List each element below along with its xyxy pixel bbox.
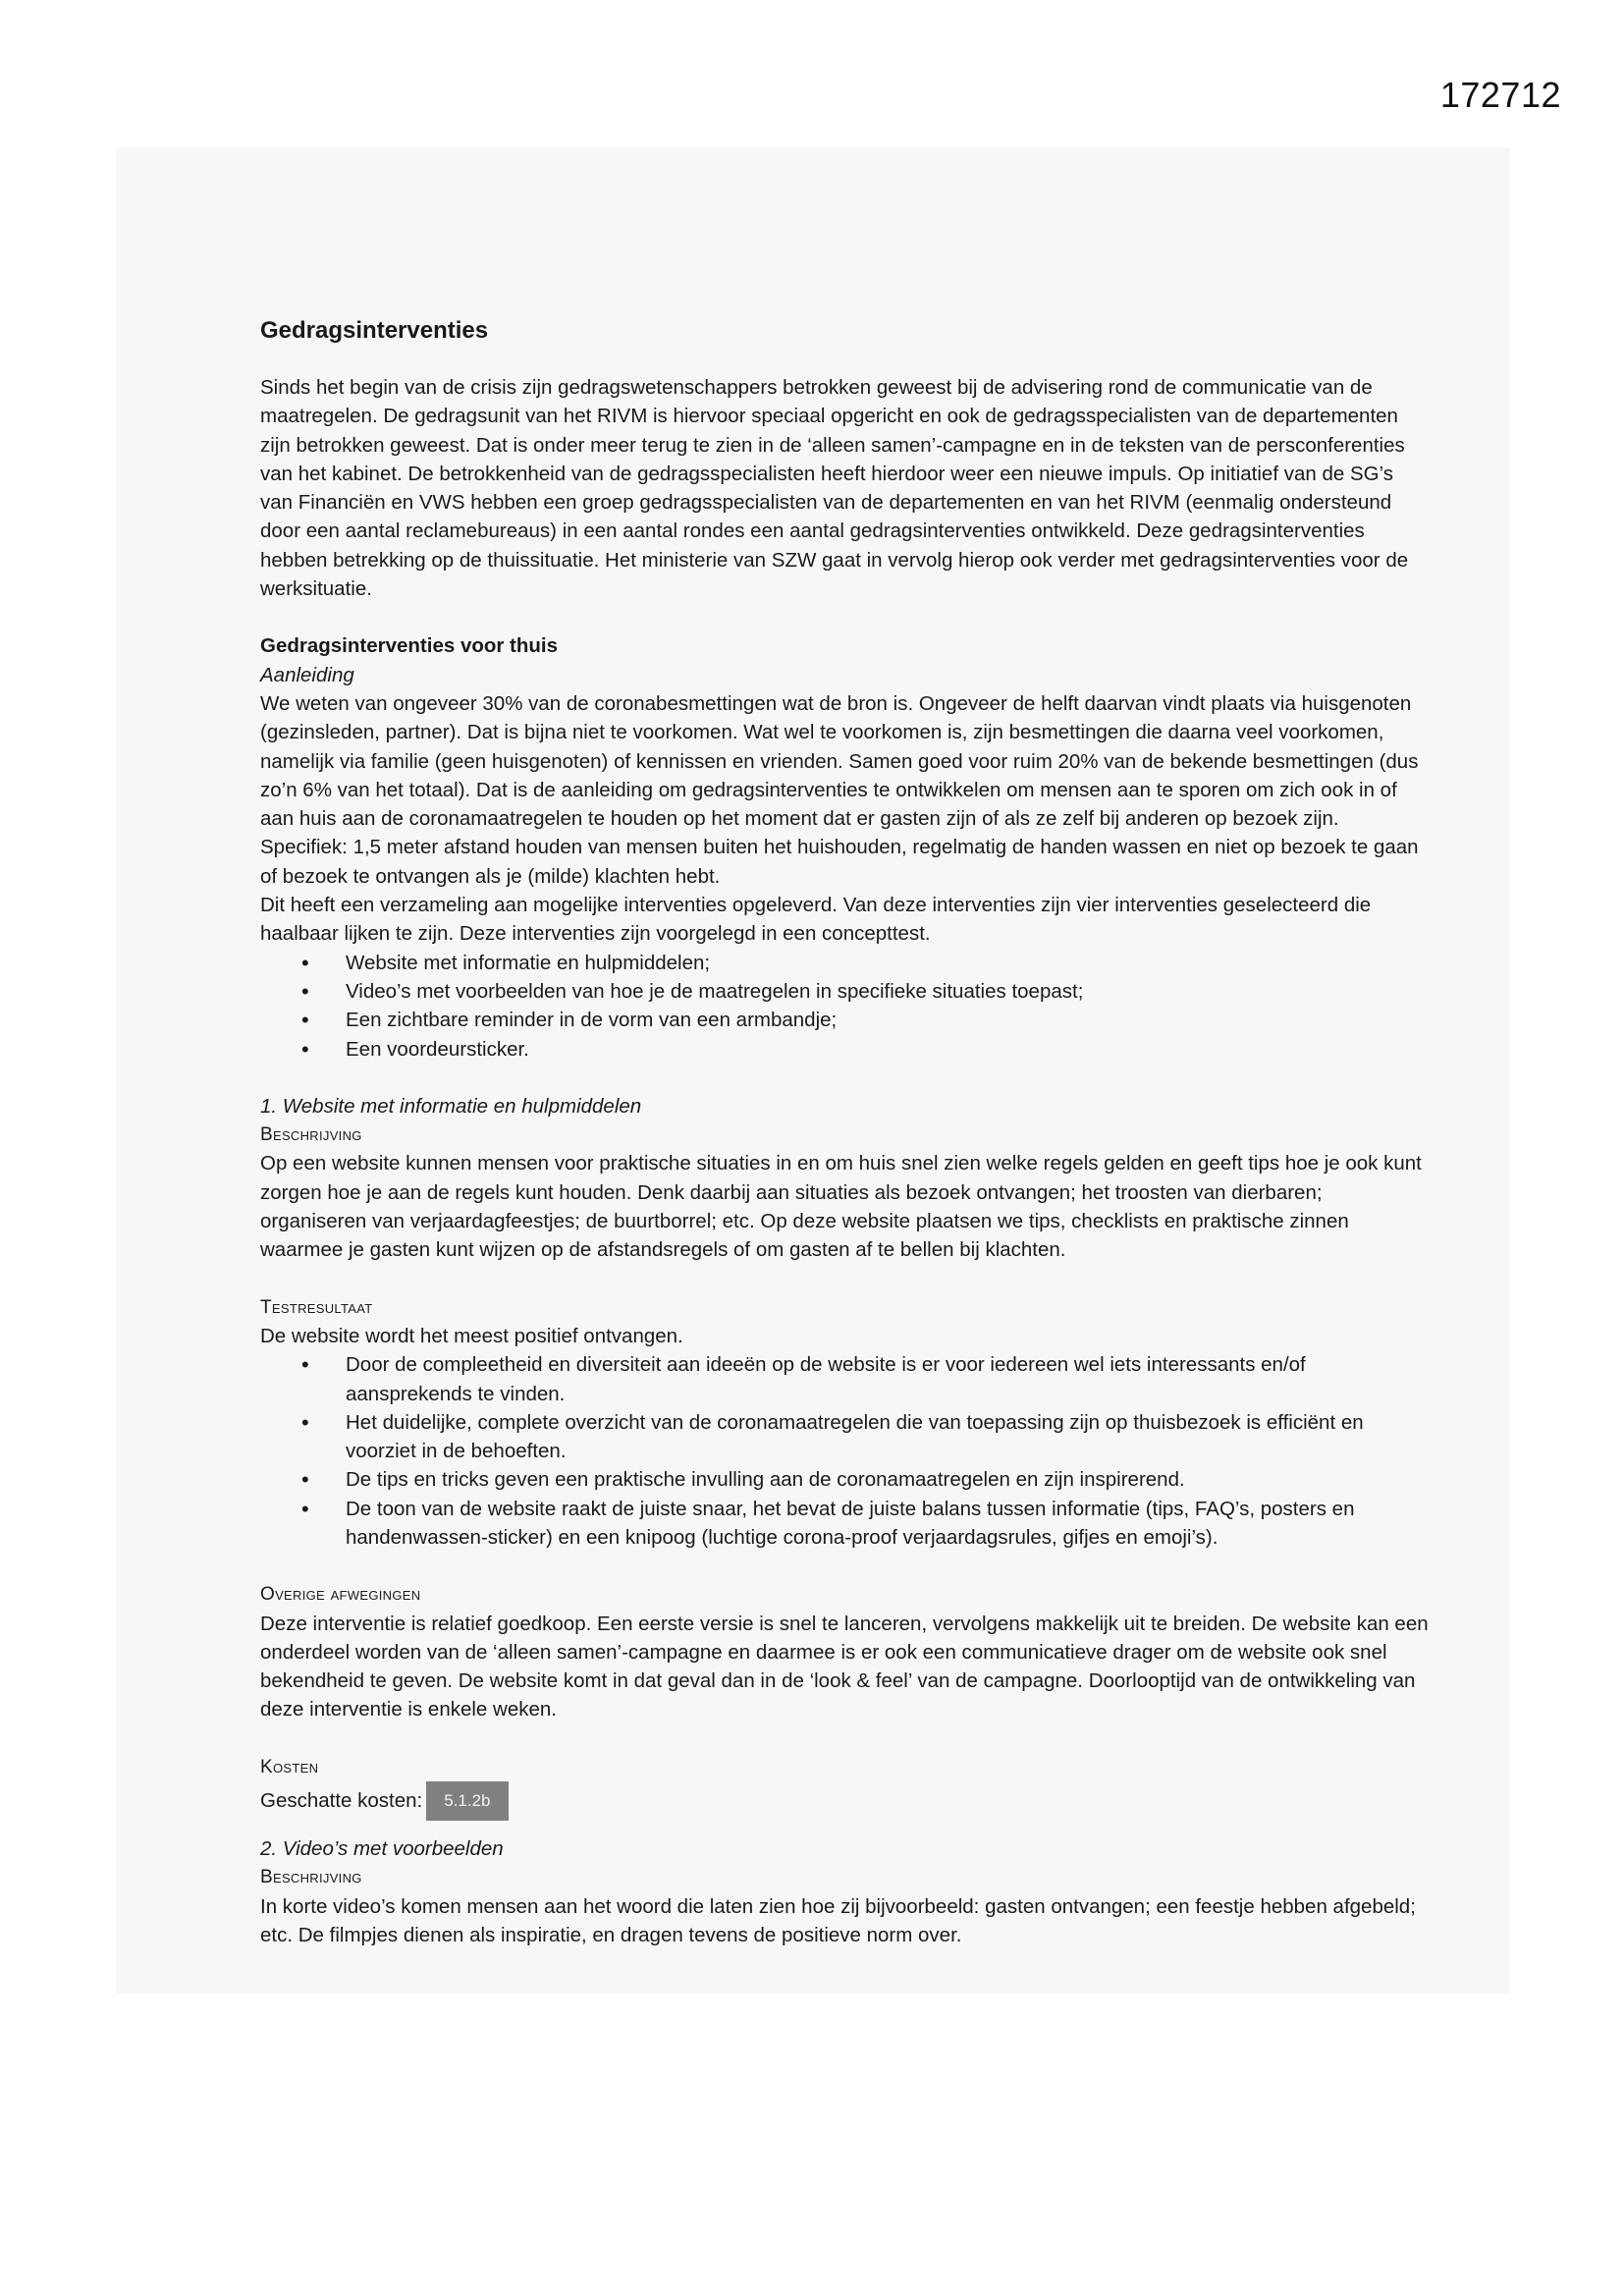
result-list xyxy=(260,1350,1431,1552)
document-body xyxy=(260,314,1431,1949)
intervention-list xyxy=(260,949,1431,1064)
intervention-1-result-intro: De website wordt het meest positief ontvangen. xyxy=(260,1324,683,1347)
intervention-2-description-label: Beschrijving xyxy=(260,1867,362,1888)
document-number: 172712 xyxy=(1439,75,1561,115)
intervention-1-result-label: Testresultaat xyxy=(260,1296,373,1318)
intervention-2-heading: 2. Video’s met voorbeelden xyxy=(260,1837,504,1861)
intervention-1-description: Op een website kunnen mensen voor praktische situaties in en om huis snel zien welke regels gelden en geeft tips hoe je ook kunt zorgen hoe je aan de regels kunt houden. Denk daarbij aan situaties als bezoek ontvangen; het troosten van dierbaren; organiseren van verjaardagfeestjes; de buurtborrel; etc. Op deze website plaatsen we tips, checklists en praktische zinnen waarmee je gasten kunt wijzen op de afstandsregels of om gasten af te bellen bij klachten. xyxy=(260,1152,1422,1262)
intro-paragraph: Sinds het begin van de crisis zijn gedragswetenschappers betrokken geweest bij de advisering rond de communicatie van de maatregelen. De gedragsunit van het RIVM is hiervoor speciaal opgericht en ook de gedragsspecialisten van de departementen zijn betrokken geweest. Dat is onder meer terug te zien in de ‘alleen samen’-campagne en in de teksten van de persconferenties van het kabinet. De betrokkenheid van de gedragsspecialisten heeft hierdoor weer een nieuwe impuls. Op initiatief van de SG’s van Financiën en VWS hebben een groep gedragsspecialisten van de departementen en van het RIVM (eenmalig ondersteund door een aantal reclamebureaus) in een aantal rondes een aantal gedragsinterventies ontwikkeld. Deze gedragsinterventies hebben betrekking op de thuissituatie. Het ministerie van SZW gaat in vervolg hierop ook verder met gedragsinterventies voor de werksituatie. xyxy=(260,376,1409,601)
list-item: • De toon van de website raakt de juiste snaar, het bevat de juiste balans tussen informatie (tips, FAQ’s, posters en handenwassen-sticker) en een knipoog (luchtige corona-proof verjaardagsrules, gifjes en emoji’s). xyxy=(260,1495,1431,1553)
intervention-1-heading: 1. Website met informatie en hulpmiddelen xyxy=(260,1094,642,1118)
intervention-1-other: Deze interventie is relatief goedkoop. Een eerste versie is snel te lanceren, vervolgens makkelijk uit te breiden. De website kan een onderdeel worden van de ‘alleen samen’-campagne en daarmee is er ook een communicatieve drager om de website ook snel bekendheid te geven. De website komt in dat geval dan in de ‘look & feel’ van de campagne. Doorlooptijd van de ontwikkeling van deze interventie is enkele weken. xyxy=(260,1612,1429,1722)
list-item: • Website met informatie en hulpmiddelen; xyxy=(260,949,1431,977)
document-title: Gedragsinterventies xyxy=(260,317,489,344)
intervention-2-description: In korte video’s komen mensen aan het woord die laten zien hoe zij bijvoorbeeld: gasten ontvangen; een feestje hebben afgebeld; etc. De filmpjes dienen als inspiratie, en dragen tevens de positieve norm over. xyxy=(260,1894,1416,1946)
list-item: • Video’s met voorbeelden van hoe je de maatregelen in specifieke situaties toepast; xyxy=(260,977,1431,1006)
cost-line xyxy=(260,1781,1431,1821)
section-home-paragraph-1: We weten van ongeveer 30% van de coronabesmettingen wat de bron is. Ongeveer de helft daarvan vindt plaats via huisgenoten (gezinsleden, partner). Dat is bijna niet te voorkomen. Wat wel te voorkomen is, zijn besmettingen die daarna veel voorkomen, namelijk via familie (geen huisgenoten) of kennissen en vrienden. Samen goed voor ruim 20% van de bekende besmettingen (dus zo’n 6% van het totaal). Dat is de aanleiding om gedragsinterventies te ontwikkelen om mensen aan te sporen om zich ook in of aan huis aan de coronamaatregelen te houden op het moment dat er gasten zijn of als ze zelf bij anderen op bezoek zijn. Specifiek: 1,5 meter afstand houden van mensen buiten het huishouden, regelmatig de handen wassen en niet op bezoek te gaan of bezoek te ontvangen als je (milde) klachten hebt. xyxy=(260,691,1419,888)
redaction-box: 5.1.2b xyxy=(426,1781,508,1821)
intervention-1-costs-label: Kosten xyxy=(260,1756,319,1777)
intervention-1-other-label: Overige afwegingen xyxy=(260,1584,421,1606)
list-item: • Een zichtbare reminder in de vorm van een armbandje; xyxy=(260,1006,1431,1034)
section-home-paragraph-2: Dit heeft een verzameling aan mogelijke interventies opgeleverd. Van deze interventies zijn vier interventies geselecteerd die haalbaar lijken te zijn. Deze interventies zijn voorgelegd in een concepttest. xyxy=(260,894,1372,946)
list-item: • De tips en tricks geven een praktische invulling aan de coronamaatregelen en zijn inspirerend. xyxy=(260,1465,1431,1494)
section-home-subheading: Aanleiding xyxy=(260,663,354,686)
list-item: • Het duidelijke, complete overzicht van de coronamaatregelen die van toepassing zijn op thuisbezoek is efficiënt en voorziet in de behoeften. xyxy=(260,1408,1431,1466)
cost-text: Geschatte kosten: xyxy=(260,1789,423,1813)
list-item: • Door de compleetheid en diversiteit aan ideeën op de website is er voor iedereen wel iets interessants en/of aansprekends te vinden. xyxy=(260,1350,1431,1408)
section-home-heading: Gedragsinterventies voor thuis xyxy=(260,634,559,658)
list-item: • Een voordeursticker. xyxy=(260,1035,1431,1064)
intervention-1-description-label: Beschrijving xyxy=(260,1124,362,1146)
